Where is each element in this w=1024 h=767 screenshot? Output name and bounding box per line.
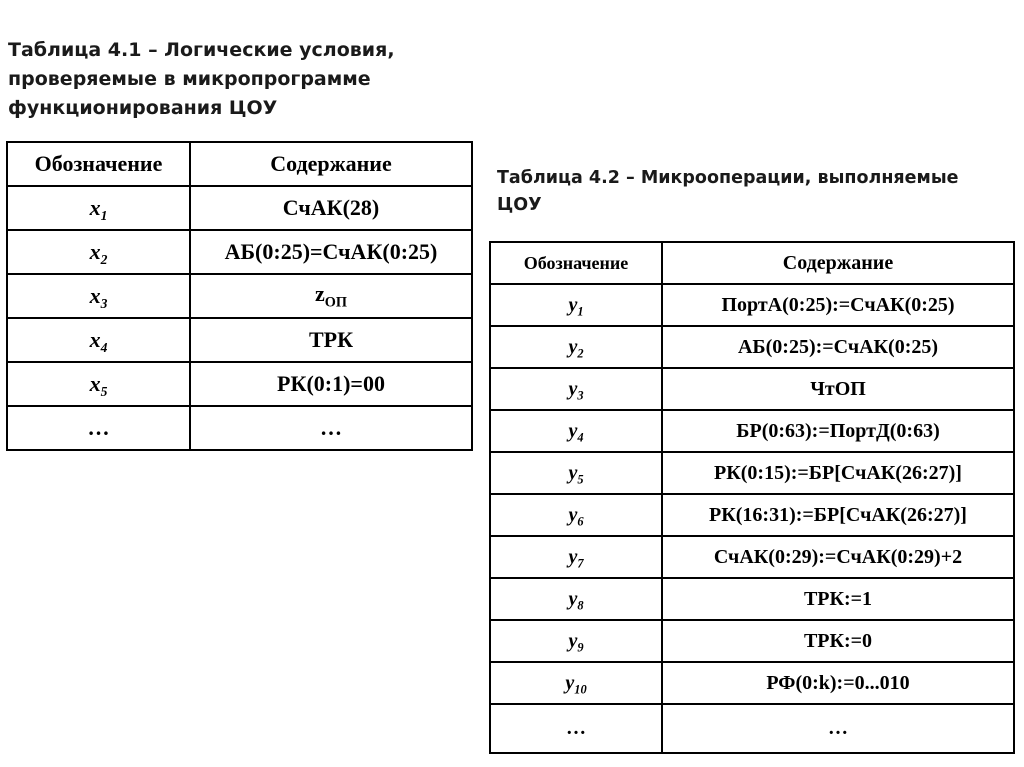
content-cell: $z_{ОП}$ [190,274,472,318]
content-cell: ТРК:=1 [662,578,1014,620]
designation-cell: $y_3$ [490,368,662,410]
content-cell: СчАК(0:29):=СчАК(0:29)+2 [662,536,1014,578]
table-row [490,578,1014,620]
designation-cell: $y_6$ [490,494,662,536]
table-row [7,362,472,406]
content-cell: … [190,406,472,450]
table1-caption-line1: Таблица 4.1 – Логические условия, [8,39,395,61]
header-content: Содержание [190,142,472,186]
designation-cell: $y_{10}$ [490,662,662,704]
table-header-row [490,242,1014,284]
designation-cell: $y_2$ [490,326,662,368]
content-cell: ЧтОП [662,368,1014,410]
header-content: Содержание [662,242,1014,284]
designation-cell: $y_1$ [490,284,662,326]
table-row [490,326,1014,368]
table-row [7,274,472,318]
table1-caption-line2: проверяемые в микропрограмме [8,68,371,90]
content-cell: АБ(0:25)=СчАК(0:25) [190,230,472,274]
table-row [490,452,1014,494]
table2-caption-line1: Таблица 4.2 – Микрооперации, выполняемые [497,168,959,188]
designation-cell: $y_4$ [490,410,662,452]
table1-caption [8,36,468,123]
content-cell: РК(0:15):=БР[СчАК(26:27)] [662,452,1014,494]
table-row [7,318,472,362]
table-row [490,368,1014,410]
designation-cell: … [7,406,190,450]
designation-cell: $y_7$ [490,536,662,578]
designation-cell: $x_4$ [7,318,190,362]
designation-cell: $y_9$ [490,620,662,662]
table-row [7,406,472,450]
table2-caption [497,165,1022,219]
logic-conditions-table [6,141,473,451]
content-cell: РФ(0:k):=0...010 [662,662,1014,704]
header-designation: Обозначение [490,242,662,284]
content-cell: АБ(0:25):=СчАК(0:25) [662,326,1014,368]
designation-cell: $y_5$ [490,452,662,494]
table-row [490,494,1014,536]
microoperations-table [489,241,1015,754]
table-row [490,536,1014,578]
table-row [7,230,472,274]
designation-cell: $x_5$ [7,362,190,406]
table1-caption-line3: функционирования ЦОУ [8,97,278,119]
content-cell: РК(16:31):=БР[СчАК(26:27)] [662,494,1014,536]
table-row [490,662,1014,704]
content-cell: СчАК(28) [190,186,472,230]
content-cell: … [662,704,1014,753]
table-header-row [7,142,472,186]
content-cell: ТРК:=0 [662,620,1014,662]
header-designation: Обозначение [7,142,190,186]
table-row [490,620,1014,662]
table-row [7,186,472,230]
content-cell: ПортА(0:25):=СчАК(0:25) [662,284,1014,326]
table-row [490,410,1014,452]
table-row [490,704,1014,753]
designation-cell: $y_8$ [490,578,662,620]
designation-cell: $x_1$ [7,186,190,230]
content-cell: ТРК [190,318,472,362]
table2-caption-line2: ЦОУ [497,195,542,215]
content-cell: БР(0:63):=ПортД(0:63) [662,410,1014,452]
designation-cell: … [490,704,662,753]
designation-cell: $x_3$ [7,274,190,318]
table-row [490,284,1014,326]
content-cell: РК(0:1)=00 [190,362,472,406]
designation-cell: $x_2$ [7,230,190,274]
